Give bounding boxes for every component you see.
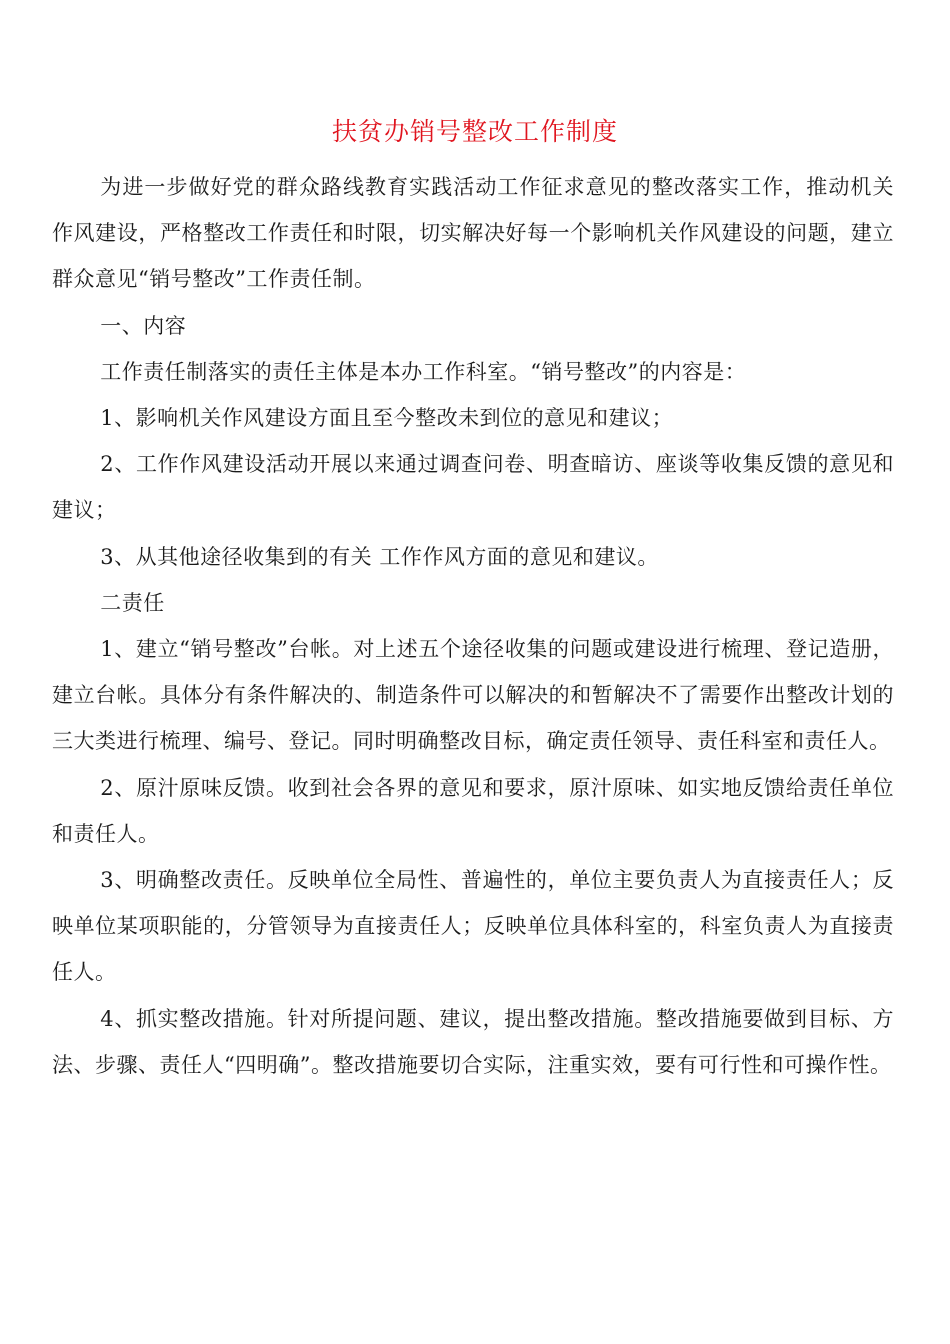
content-item-1: 1、影响机关作风建设方面且至今整改未到位的意见和建议； — [100, 406, 674, 431]
responsibility-item-4: 4、抓实整改措施。针对所提问题、建议，提出整改措施。整改措施要做到目标、方法、步骤、责任人“四明确”。整改措施要切合实际，注重实效，要有可行性和可操作性。 — [52, 1006, 894, 1077]
content-item-2: 2、工作作风建设活动开展以来通过调查问卷、明查暗访、座谈等收集反馈的意见和建议； — [52, 452, 894, 523]
intro-paragraph: 为进一步做好党的群众路线教育实践活动工作征求意见的整改落实工作，推动机关作风建设，严格整改工作责任和时限，切实解决好每一个影响机关作风建设的问题，建立群众意见“销号整改”工作责任制。 — [52, 175, 894, 292]
responsibility-item-1: 1、建立“销号整改”台帐。对上述五个途径收集的问题或建设进行梳理、登记造册，建立台帐。具体分有条件解决的、制造条件可以解决的和暂解决不了需要作出整改计划的三大类进行梳理、编号、登记。同时明确整改目标，确定责任领导、责任科室和责任人。 — [52, 637, 894, 754]
document-title: 扶贫办销号整改工作制度 — [331, 117, 618, 146]
document-body — [52, 164, 894, 1088]
responsibility-item-2: 2、原汁原味反馈。收到社会各界的意见和要求，原汁原味、如实地反馈给责任单位和责任人。 — [52, 775, 894, 846]
section-heading-responsibility: 二责任 — [100, 590, 165, 615]
content-item-3: 3、从其他途径收集到的有关 工作作风方面的意见和建议。 — [100, 544, 659, 569]
content-intro-paragraph: 工作责任制落实的责任主体是本办工作科室。“销号整改”的内容是： — [100, 359, 747, 384]
responsibility-item-3: 3、明确整改责任。反映单位全局性、普遍性的，单位主要负责人为直接责任人；反映单位某项职能的，分管领导为直接责任人；反映单位具体科室的，科室负责人为直接责任人。 — [52, 868, 894, 985]
section-heading-content: 一、内容 — [100, 313, 187, 338]
